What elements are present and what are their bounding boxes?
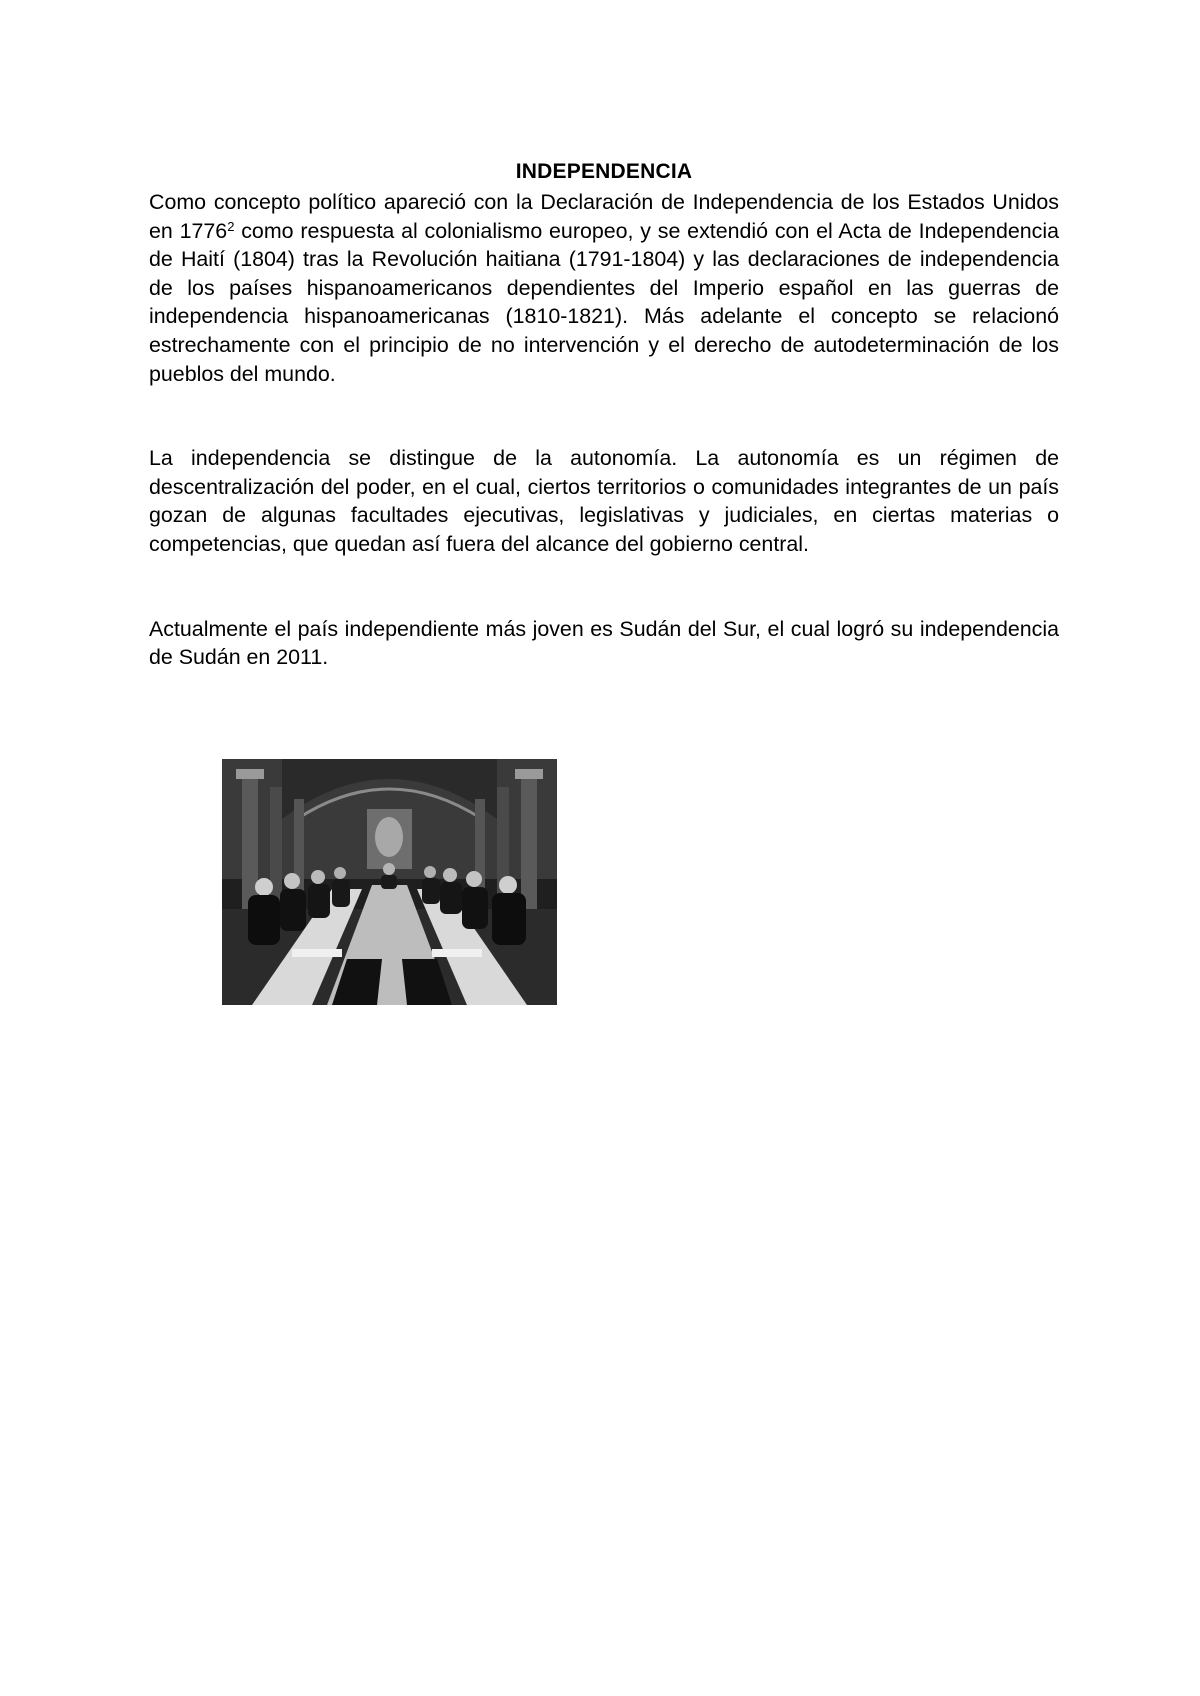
document-body [149, 158, 1059, 672]
paragraph-concept-text-a: Como concepto político apareció con la Declaración de Independencia de los Estados Unidos en 1776 [149, 190, 1059, 243]
paragraph-autonomy: La independencia se distingue de la autonomía. La autonomía es un régimen de descentralización del poder, en el cual, ciertos territorios o comunidades integrantes de un país gozan de algunas facultades ejecutivas, legislativas y judiciales, en ciertas materias o competencias, que quedan así fuera del alcance del gobierno central. [149, 446, 1059, 556]
footnote-marker: 2 [227, 218, 235, 234]
document-title: INDEPENDENCIA [515, 160, 693, 183]
meeting-room-photo-icon [222, 759, 557, 1005]
paragraph-south-sudan: Actualmente el país independiente más joven es Sudán del Sur, el cual logró su independencia de Sudán en 2011. [149, 616, 1059, 670]
paragraph-concept [149, 188, 1059, 388]
paragraph-concept-text-b: como respuesta al colonialismo europeo, y se extendió con el Acta de Independencia de Haití (1804) tras la Revolución haitiana (1791-1804) y las declaraciones de independencia de los países hispanoamericanos dependientes del Imperio español en las guerras de independencia hispanoamericanas (1810-1821). Más adelante el concepto se relacionó estrechamente con el principio de no intervención y el derecho de autodeterminación de los pueblos del mundo. [149, 218, 1059, 386]
